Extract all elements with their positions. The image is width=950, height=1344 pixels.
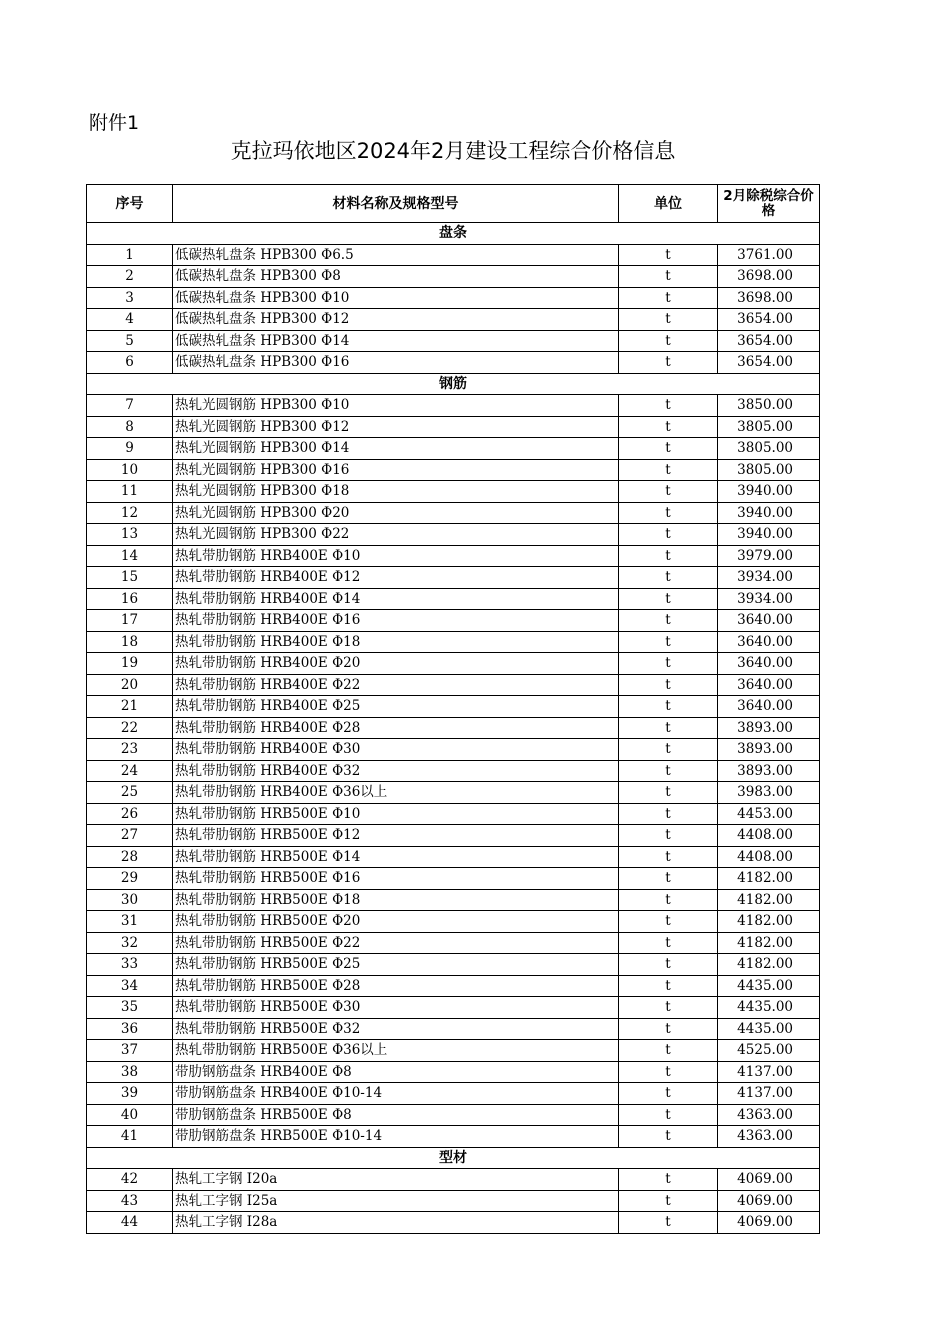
cell-name: 低碳热轧盘条 HPB300 Φ6.5 (173, 244, 619, 266)
cell-unit: t (619, 524, 718, 546)
cell-seq: 42 (87, 1169, 173, 1191)
table-row (87, 1083, 820, 1105)
cell-seq: 36 (87, 1018, 173, 1040)
cell-price: 3698.00 (718, 287, 820, 309)
cell-unit: t (619, 266, 718, 288)
table-row (87, 889, 820, 911)
cell-unit: t (619, 825, 718, 847)
cell-name: 热轧光圆钢筋 HPB300 Φ16 (173, 459, 619, 481)
header-seq: 序号 (87, 185, 173, 223)
cell-name: 热轧光圆钢筋 HPB300 Φ12 (173, 416, 619, 438)
cell-name: 热轧带肋钢筋 HRB400E Φ18 (173, 631, 619, 653)
cell-unit: t (619, 889, 718, 911)
cell-name: 低碳热轧盘条 HPB300 Φ12 (173, 309, 619, 331)
cell-unit: t (619, 309, 718, 331)
table-row (87, 1212, 820, 1234)
section-row (87, 223, 820, 245)
cell-unit: t (619, 782, 718, 804)
cell-name: 热轧带肋钢筋 HRB500E Φ16 (173, 868, 619, 890)
cell-price: 4137.00 (718, 1083, 820, 1105)
cell-seq: 17 (87, 610, 173, 632)
table-row (87, 438, 820, 460)
cell-seq: 15 (87, 567, 173, 589)
cell-seq: 8 (87, 416, 173, 438)
cell-name: 热轧带肋钢筋 HRB500E Φ30 (173, 997, 619, 1019)
cell-unit: t (619, 352, 718, 374)
cell-price: 3640.00 (718, 610, 820, 632)
cell-seq: 41 (87, 1126, 173, 1148)
table-row (87, 287, 820, 309)
table-row (87, 545, 820, 567)
cell-name: 热轧带肋钢筋 HRB500E Φ10 (173, 803, 619, 825)
table-row (87, 674, 820, 696)
cell-name: 热轧带肋钢筋 HRB400E Φ22 (173, 674, 619, 696)
cell-seq: 28 (87, 846, 173, 868)
cell-unit: t (619, 760, 718, 782)
cell-price: 4137.00 (718, 1061, 820, 1083)
table-row (87, 244, 820, 266)
cell-unit: t (619, 244, 718, 266)
table-row (87, 954, 820, 976)
cell-price: 4182.00 (718, 889, 820, 911)
cell-name: 热轧带肋钢筋 HRB500E Φ14 (173, 846, 619, 868)
cell-unit: t (619, 567, 718, 589)
cell-price: 3640.00 (718, 696, 820, 718)
table-row (87, 932, 820, 954)
table-row (87, 352, 820, 374)
cell-seq: 18 (87, 631, 173, 653)
table-row (87, 1104, 820, 1126)
cell-seq: 14 (87, 545, 173, 567)
cell-name: 热轧工字钢 I28a (173, 1212, 619, 1234)
cell-name: 低碳热轧盘条 HPB300 Φ16 (173, 352, 619, 374)
document-title: 克拉玛依地区2024年2月建设工程综合价格信息 (230, 139, 676, 163)
table-row (87, 1169, 820, 1191)
cell-unit: t (619, 696, 718, 718)
cell-seq: 3 (87, 287, 173, 309)
header-unit: 单位 (619, 185, 718, 223)
cell-name: 热轧带肋钢筋 HRB500E Φ20 (173, 911, 619, 933)
cell-seq: 9 (87, 438, 173, 460)
table-row (87, 481, 820, 503)
cell-name: 热轧带肋钢筋 HRB500E Φ25 (173, 954, 619, 976)
cell-price: 3805.00 (718, 438, 820, 460)
cell-seq: 30 (87, 889, 173, 911)
cell-price: 3934.00 (718, 567, 820, 589)
cell-unit: t (619, 287, 718, 309)
cell-unit: t (619, 653, 718, 675)
cell-name: 热轧带肋钢筋 HRB400E Φ14 (173, 588, 619, 610)
cell-seq: 1 (87, 244, 173, 266)
cell-seq: 19 (87, 653, 173, 675)
cell-price: 4069.00 (718, 1169, 820, 1191)
cell-name: 热轧带肋钢筋 HRB500E Φ18 (173, 889, 619, 911)
table-row (87, 588, 820, 610)
cell-seq: 26 (87, 803, 173, 825)
table-row (87, 846, 820, 868)
cell-seq: 39 (87, 1083, 173, 1105)
cell-seq: 21 (87, 696, 173, 718)
cell-name: 低碳热轧盘条 HPB300 Φ14 (173, 330, 619, 352)
cell-seq: 20 (87, 674, 173, 696)
table-body (87, 223, 820, 1234)
cell-seq: 4 (87, 309, 173, 331)
table-row (87, 696, 820, 718)
table-row (87, 395, 820, 417)
cell-unit: t (619, 739, 718, 761)
cell-name: 热轧带肋钢筋 HRB400E Φ28 (173, 717, 619, 739)
cell-unit: t (619, 631, 718, 653)
section-title: 盘条 (87, 223, 820, 245)
cell-unit: t (619, 803, 718, 825)
cell-price: 4435.00 (718, 975, 820, 997)
cell-seq: 35 (87, 997, 173, 1019)
cell-seq: 32 (87, 932, 173, 954)
cell-price: 3640.00 (718, 631, 820, 653)
cell-price: 4435.00 (718, 1018, 820, 1040)
section-title: 型材 (87, 1147, 820, 1169)
cell-unit: t (619, 416, 718, 438)
cell-unit: t (619, 588, 718, 610)
cell-unit: t (619, 932, 718, 954)
cell-unit: t (619, 1126, 718, 1148)
table-row (87, 653, 820, 675)
cell-seq: 22 (87, 717, 173, 739)
cell-unit: t (619, 1018, 718, 1040)
cell-seq: 12 (87, 502, 173, 524)
cell-price: 3761.00 (718, 244, 820, 266)
cell-seq: 11 (87, 481, 173, 503)
header-row (87, 185, 820, 223)
cell-price: 3805.00 (718, 416, 820, 438)
cell-seq: 10 (87, 459, 173, 481)
table-row (87, 524, 820, 546)
cell-unit: t (619, 868, 718, 890)
cell-price: 4435.00 (718, 997, 820, 1019)
cell-price: 4525.00 (718, 1040, 820, 1062)
cell-name: 带肋钢筋盘条 HRB500E Φ10-14 (173, 1126, 619, 1148)
cell-seq: 37 (87, 1040, 173, 1062)
cell-price: 3893.00 (718, 760, 820, 782)
cell-seq: 7 (87, 395, 173, 417)
table-row (87, 868, 820, 890)
cell-seq: 43 (87, 1190, 173, 1212)
cell-name: 带肋钢筋盘条 HRB400E Φ10-14 (173, 1083, 619, 1105)
table-row (87, 1126, 820, 1148)
cell-price: 3940.00 (718, 481, 820, 503)
cell-seq: 16 (87, 588, 173, 610)
cell-price: 3940.00 (718, 502, 820, 524)
cell-price: 4408.00 (718, 825, 820, 847)
cell-name: 热轧工字钢 I20a (173, 1169, 619, 1191)
cell-name: 热轧光圆钢筋 HPB300 Φ22 (173, 524, 619, 546)
table-row (87, 1040, 820, 1062)
cell-unit: t (619, 911, 718, 933)
cell-name: 热轧光圆钢筋 HPB300 Φ14 (173, 438, 619, 460)
cell-name: 热轧光圆钢筋 HPB300 Φ20 (173, 502, 619, 524)
cell-unit: t (619, 1104, 718, 1126)
table-row (87, 975, 820, 997)
cell-price: 4182.00 (718, 932, 820, 954)
cell-price: 3654.00 (718, 330, 820, 352)
table-row (87, 631, 820, 653)
table-row (87, 567, 820, 589)
table-row (87, 782, 820, 804)
table-row (87, 330, 820, 352)
cell-unit: t (619, 395, 718, 417)
cell-name: 热轧光圆钢筋 HPB300 Φ18 (173, 481, 619, 503)
table-row (87, 825, 820, 847)
cell-name: 热轧带肋钢筋 HRB400E Φ25 (173, 696, 619, 718)
table-row (87, 266, 820, 288)
price-table (86, 184, 820, 1234)
section-title: 钢筋 (87, 373, 820, 395)
cell-unit: t (619, 717, 718, 739)
cell-price: 4453.00 (718, 803, 820, 825)
cell-price: 3983.00 (718, 782, 820, 804)
cell-unit: t (619, 1190, 718, 1212)
cell-price: 3640.00 (718, 653, 820, 675)
table-row (87, 911, 820, 933)
cell-price: 4069.00 (718, 1212, 820, 1234)
cell-unit: t (619, 1212, 718, 1234)
table-row (87, 717, 820, 739)
cell-name: 热轧带肋钢筋 HRB400E Φ12 (173, 567, 619, 589)
cell-name: 热轧带肋钢筋 HRB500E Φ12 (173, 825, 619, 847)
table-row (87, 416, 820, 438)
table-row (87, 803, 820, 825)
cell-unit: t (619, 1169, 718, 1191)
section-row (87, 1147, 820, 1169)
table-row (87, 1018, 820, 1040)
cell-unit: t (619, 997, 718, 1019)
cell-unit: t (619, 674, 718, 696)
cell-price: 4408.00 (718, 846, 820, 868)
cell-name: 带肋钢筋盘条 HRB500E Φ8 (173, 1104, 619, 1126)
cell-name: 热轧带肋钢筋 HRB500E Φ22 (173, 932, 619, 954)
cell-price: 3654.00 (718, 309, 820, 331)
cell-seq: 34 (87, 975, 173, 997)
cell-price: 3934.00 (718, 588, 820, 610)
cell-price: 3893.00 (718, 717, 820, 739)
cell-seq: 23 (87, 739, 173, 761)
cell-seq: 38 (87, 1061, 173, 1083)
cell-name: 热轧带肋钢筋 HRB500E Φ36以上 (173, 1040, 619, 1062)
table-row (87, 997, 820, 1019)
cell-seq: 5 (87, 330, 173, 352)
cell-seq: 27 (87, 825, 173, 847)
table-row (87, 1190, 820, 1212)
cell-unit: t (619, 1061, 718, 1083)
cell-seq: 29 (87, 868, 173, 890)
cell-price: 3940.00 (718, 524, 820, 546)
cell-price: 4182.00 (718, 954, 820, 976)
cell-price: 4069.00 (718, 1190, 820, 1212)
cell-name: 热轧带肋钢筋 HRB400E Φ10 (173, 545, 619, 567)
cell-price: 4182.00 (718, 911, 820, 933)
cell-name: 热轧带肋钢筋 HRB400E Φ36以上 (173, 782, 619, 804)
cell-seq: 33 (87, 954, 173, 976)
cell-name: 热轧工字钢 I25a (173, 1190, 619, 1212)
cell-seq: 31 (87, 911, 173, 933)
table-row (87, 610, 820, 632)
cell-unit: t (619, 481, 718, 503)
cell-seq: 44 (87, 1212, 173, 1234)
cell-name: 带肋钢筋盘条 HRB400E Φ8 (173, 1061, 619, 1083)
table-row (87, 739, 820, 761)
cell-seq: 40 (87, 1104, 173, 1126)
cell-name: 低碳热轧盘条 HPB300 Φ10 (173, 287, 619, 309)
cell-price: 3698.00 (718, 266, 820, 288)
cell-price: 4182.00 (718, 868, 820, 890)
cell-price: 4363.00 (718, 1104, 820, 1126)
cell-price: 3893.00 (718, 739, 820, 761)
cell-seq: 2 (87, 266, 173, 288)
cell-seq: 24 (87, 760, 173, 782)
cell-seq: 13 (87, 524, 173, 546)
table-row (87, 309, 820, 331)
cell-unit: t (619, 438, 718, 460)
cell-price: 3805.00 (718, 459, 820, 481)
cell-unit: t (619, 954, 718, 976)
section-row (87, 373, 820, 395)
cell-price: 4363.00 (718, 1126, 820, 1148)
table-row (87, 459, 820, 481)
cell-name: 热轧带肋钢筋 HRB400E Φ16 (173, 610, 619, 632)
cell-price: 3654.00 (718, 352, 820, 374)
cell-name: 低碳热轧盘条 HPB300 Φ8 (173, 266, 619, 288)
cell-price: 3640.00 (718, 674, 820, 696)
cell-name: 热轧带肋钢筋 HRB500E Φ32 (173, 1018, 619, 1040)
cell-unit: t (619, 330, 718, 352)
cell-price: 3850.00 (718, 395, 820, 417)
attachment-label: 附件1 (89, 112, 140, 134)
header-name: 材料名称及规格型号 (173, 185, 619, 223)
header-price: 2月除税综合价格 (718, 185, 820, 223)
table-row (87, 502, 820, 524)
cell-seq: 25 (87, 782, 173, 804)
cell-unit: t (619, 846, 718, 868)
cell-unit: t (619, 1040, 718, 1062)
table-row (87, 760, 820, 782)
cell-seq: 6 (87, 352, 173, 374)
cell-unit: t (619, 610, 718, 632)
cell-name: 热轧带肋钢筋 HRB400E Φ20 (173, 653, 619, 675)
cell-name: 热轧带肋钢筋 HRB400E Φ30 (173, 739, 619, 761)
cell-unit: t (619, 1083, 718, 1105)
cell-name: 热轧带肋钢筋 HRB500E Φ28 (173, 975, 619, 997)
cell-unit: t (619, 975, 718, 997)
cell-name: 热轧带肋钢筋 HRB400E Φ32 (173, 760, 619, 782)
cell-price: 3979.00 (718, 545, 820, 567)
cell-unit: t (619, 459, 718, 481)
cell-unit: t (619, 502, 718, 524)
table-row (87, 1061, 820, 1083)
cell-name: 热轧光圆钢筋 HPB300 Φ10 (173, 395, 619, 417)
cell-unit: t (619, 545, 718, 567)
